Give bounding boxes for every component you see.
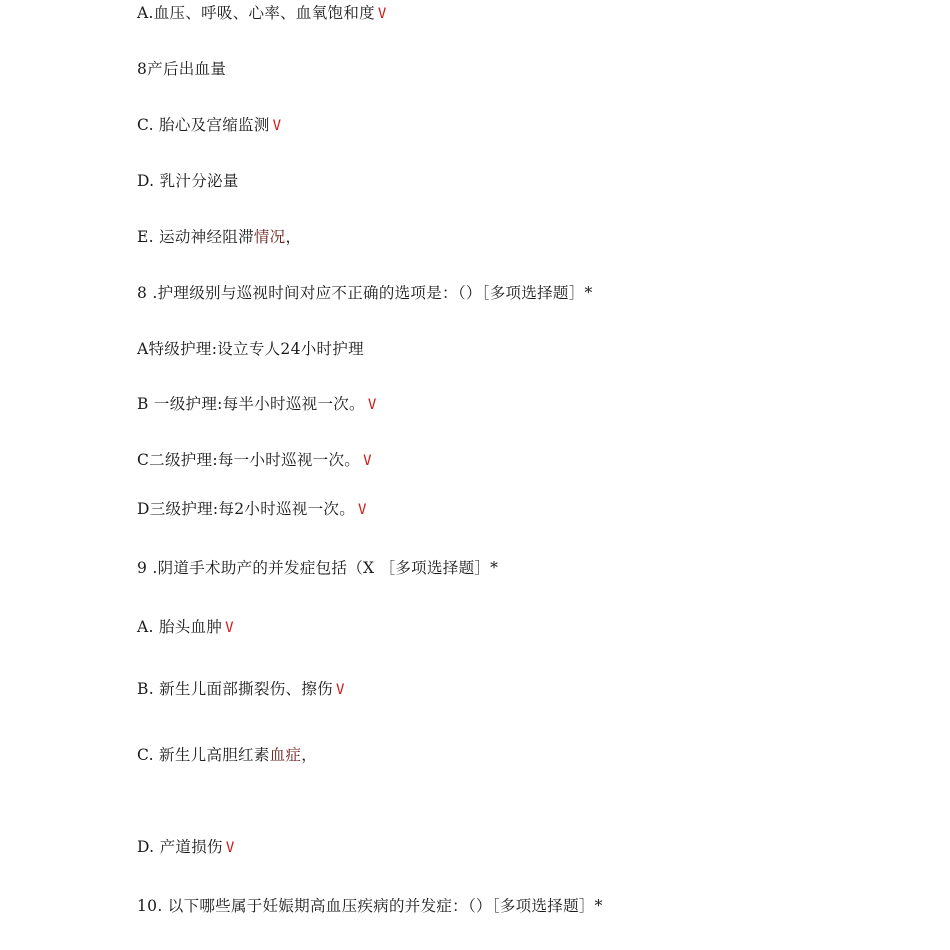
option-line: 8产后出血量 xyxy=(137,60,227,78)
question-line: 9 .阴道手术助产的并发症包括（X ［多项选择题］* xyxy=(137,559,499,577)
option-line: B. 新生儿面部撕裂伤、擦伤 V xyxy=(137,680,345,698)
option-line: A特级护理:设立专人24小时护理 xyxy=(137,340,364,358)
check-mark: V xyxy=(363,453,372,469)
option-line: D. 产道损伤 V xyxy=(137,838,235,856)
check-mark: V xyxy=(377,6,387,22)
option-line: C. 胎心及宫缩监测 V xyxy=(137,116,282,134)
option-line: C二级护理:每一小时巡视一次。 V xyxy=(137,451,372,469)
option-line: E. 运动神经阻滞情况， xyxy=(137,228,302,246)
check-mark: V xyxy=(367,397,377,413)
check-mark: V xyxy=(272,118,282,134)
option-line: B 一级护理:每半小时巡视一次。 V xyxy=(137,395,377,413)
option-line: A. 胎头血肿 V xyxy=(137,618,234,636)
option-line: D. 乳汁分泌量 xyxy=(137,172,239,190)
option-line: C. 新生儿高胆红素血症， xyxy=(137,746,318,764)
check-mark: V xyxy=(358,502,367,518)
option-line: A.血压、呼吸、心率、血氧饱和度 V xyxy=(137,4,387,22)
option-line: D三级护理:每2小时巡视一次。 V xyxy=(137,500,367,518)
check-mark: V xyxy=(225,840,235,856)
question-line: 8 .护理级别与巡视时间对应不正确的选项是：（）［多项选择题］* xyxy=(137,284,593,302)
check-mark: V xyxy=(335,682,345,698)
question-line: 10. 以下哪些属于妊娠期高血压疾病的并发症：（）［多项选择题］* xyxy=(137,897,603,915)
check-mark: V xyxy=(225,620,234,636)
